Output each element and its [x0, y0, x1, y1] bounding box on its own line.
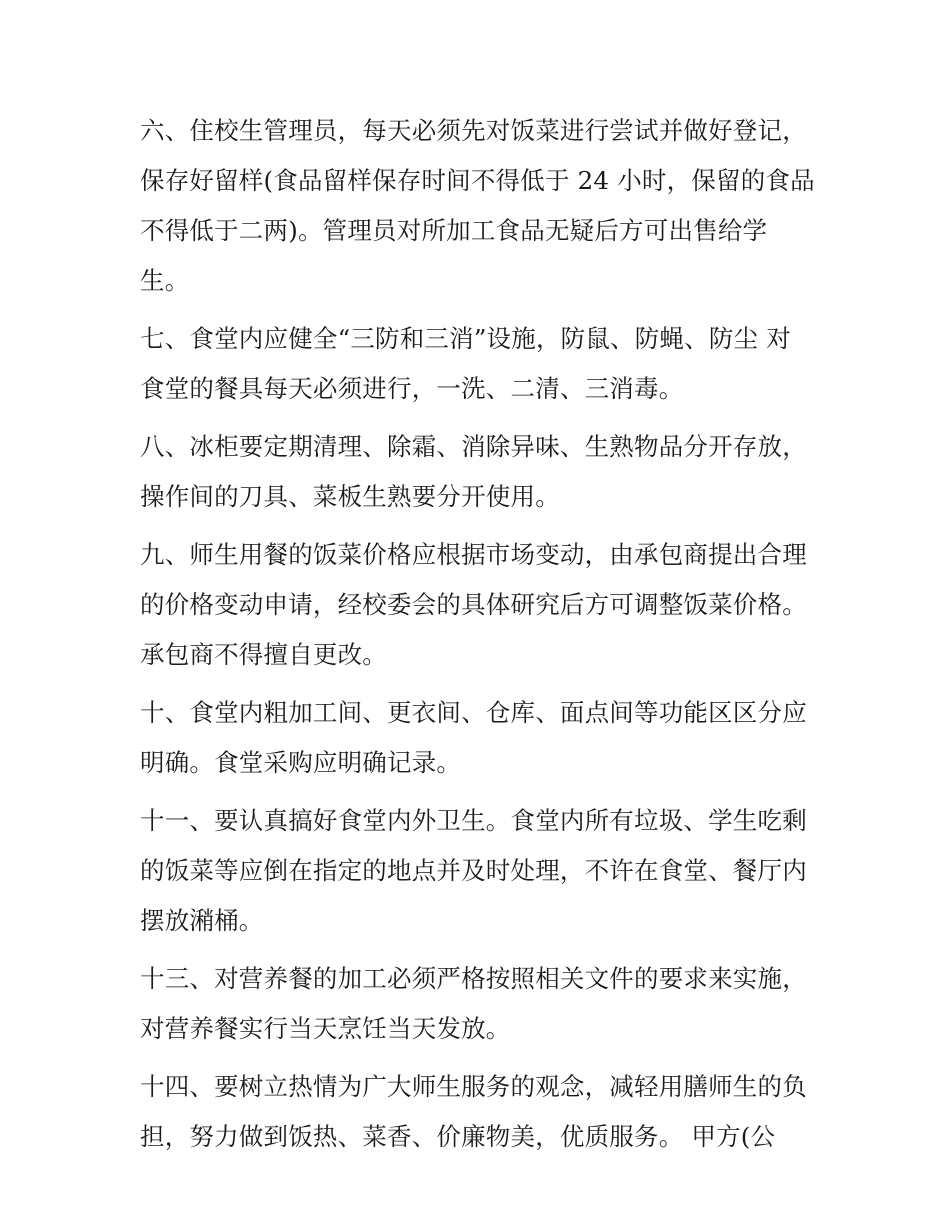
paragraph-item-8 [140, 422, 820, 522]
text-line: 明确。食堂采购应明确记录。 [140, 748, 462, 777]
text-line: 六、住校生管理员，每天必须先对饭菜进行尝试并做好登记， [140, 116, 807, 145]
document-page [140, 106, 820, 1170]
text-line: 七、食堂内应健全“三防和三消”设施，防鼠、防蝇、防尘 对 [140, 324, 791, 353]
text-line: 十三、对营养餐的加工必须严格按照相关文件的要求来实施， [140, 964, 807, 993]
paragraph-item-10 [140, 688, 820, 788]
text-line: 九、师生用餐的饭菜价格应根据市场变动，由承包商提出合理 [140, 540, 807, 569]
text-line: 生。 [140, 266, 190, 295]
text-line: 保存好留样(食品留样保存时间不得低于 24 小时，保留的食品 [140, 166, 815, 195]
text-line: 对营养餐实行当天烹饪当天发放。 [140, 1014, 511, 1043]
text-line: 的价格变动申请，经校委会的具体研究后方可调整饭菜价格。 [140, 590, 807, 619]
text-line: 的饭菜等应倒在指定的地点并及时处理，不许在食堂、餐厅内 [140, 856, 807, 885]
paragraph-item-13 [140, 954, 820, 1054]
paragraph-item-6 [140, 106, 820, 306]
text-line: 八、冰柜要定期清理、除霜、消除异味、生熟物品分开存放， [140, 432, 807, 461]
paragraph-item-11 [140, 796, 820, 946]
text-line: 承包商不得擅自更改。 [140, 640, 387, 669]
paragraph-item-7 [140, 314, 820, 414]
text-line: 十四、要树立热情为广大师生服务的观念，减轻用膳师生的负 [140, 1072, 807, 1101]
text-line: 担，努力做到饭热、菜香、价廉物美，优质服务。 甲方(公 [140, 1122, 776, 1151]
paragraph-item-14 [140, 1062, 820, 1162]
text-line: 不得低于二两)。管理员对所加工食品无疑后方可出售给学 [140, 216, 768, 245]
paragraph-item-9 [140, 530, 820, 680]
text-line: 十、食堂内粗加工间、更衣间、仓库、面点间等功能区区分应 [140, 698, 807, 727]
text-line: 十一、要认真搞好食堂内外卫生。食堂内所有垃圾、学生吃剩 [140, 806, 807, 835]
text-line: 食堂的餐具每天必须进行，一洗、二清、三消毒。 [140, 374, 684, 403]
text-line: 摆放潲桶。 [140, 906, 264, 935]
text-line: 操作间的刀具、菜板生熟要分开使用。 [140, 482, 560, 511]
